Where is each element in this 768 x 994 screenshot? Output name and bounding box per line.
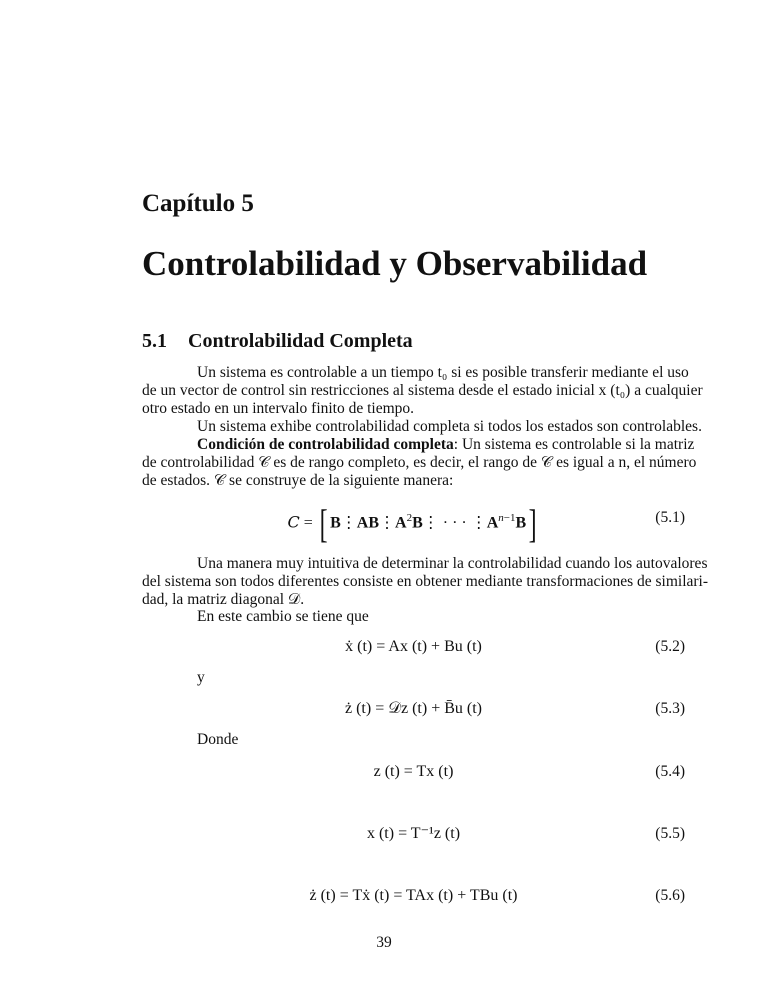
equation-number: (5.4) bbox=[655, 763, 685, 780]
paragraph-line: otro estado en un intervalo finito de tiempo. bbox=[142, 400, 415, 417]
equation-5-3: ż (t) = 𝒟z (t) + B̄u (t) bbox=[345, 700, 482, 717]
paragraph-line: de un vector de control sin restricciones al sistema desde el estado inicial x (t₀) a cualquier bbox=[142, 382, 703, 399]
equation-number: (5.5) bbox=[655, 825, 685, 842]
chapter-title: Controlabilidad y Observabilidad bbox=[142, 244, 648, 283]
connector-text: Donde bbox=[197, 731, 239, 748]
connector-text: y bbox=[197, 669, 205, 686]
bold-term: Condición de controlabilidad completa bbox=[197, 436, 454, 453]
equation-5-6: ż (t) = Tẋ (t) = TAx (t) + TBu (t) bbox=[309, 887, 518, 904]
paragraph-line: Un sistema es controlable a un tiempo t₀ si es posible transferir mediante el uso bbox=[197, 364, 689, 381]
equation-number: (5.3) bbox=[655, 700, 685, 717]
paragraph-line bbox=[197, 436, 695, 454]
paragraph-line: de controlabilidad 𝒞 es de rango completo, es decir, el rango de 𝒞 es igual a n, el número bbox=[142, 454, 697, 471]
equation-5-5: x (t) = T⁻¹z (t) bbox=[366, 825, 461, 842]
section-number: 5.1 bbox=[142, 330, 167, 352]
equation-5-2: ẋ (t) = Ax (t) + Bu (t) bbox=[345, 638, 482, 655]
paragraph-line: Una manera muy intuitiva de determinar la controlabilidad cuando los autovalores bbox=[197, 555, 708, 572]
paragraph-line: de estados. 𝒞 se construye de la siguiente manera: bbox=[142, 472, 454, 489]
equation-number: (5.2) bbox=[655, 638, 685, 655]
paragraph-line: Un sistema exhibe controlabilidad completa si todos los estados son controlables. bbox=[197, 418, 702, 435]
equation-number: (5.6) bbox=[655, 887, 685, 904]
equation-5-4: z (t) = Tx (t) bbox=[373, 763, 454, 780]
paragraph-text: : Un sistema es controlable si la matriz bbox=[453, 436, 695, 453]
paragraph-line: En este cambio se tiene que bbox=[197, 608, 369, 625]
paragraph-line: del sistema son todos diferentes consiste en obtener mediante transformaciones de similari- bbox=[142, 573, 709, 590]
section-title: Controlabilidad Completa bbox=[188, 330, 413, 352]
page-number: 39 bbox=[376, 934, 392, 951]
paragraph-line: dad, la matriz diagonal 𝒟. bbox=[142, 591, 305, 608]
equation-number: (5.1) bbox=[655, 509, 685, 526]
chapter-label: Capítulo 5 bbox=[142, 190, 254, 217]
equation-5-1: C = [ $B⋮AB⋮A^2B⋮$ · · · $⋮A^{n-1}B$] bbox=[287, 500, 537, 546]
